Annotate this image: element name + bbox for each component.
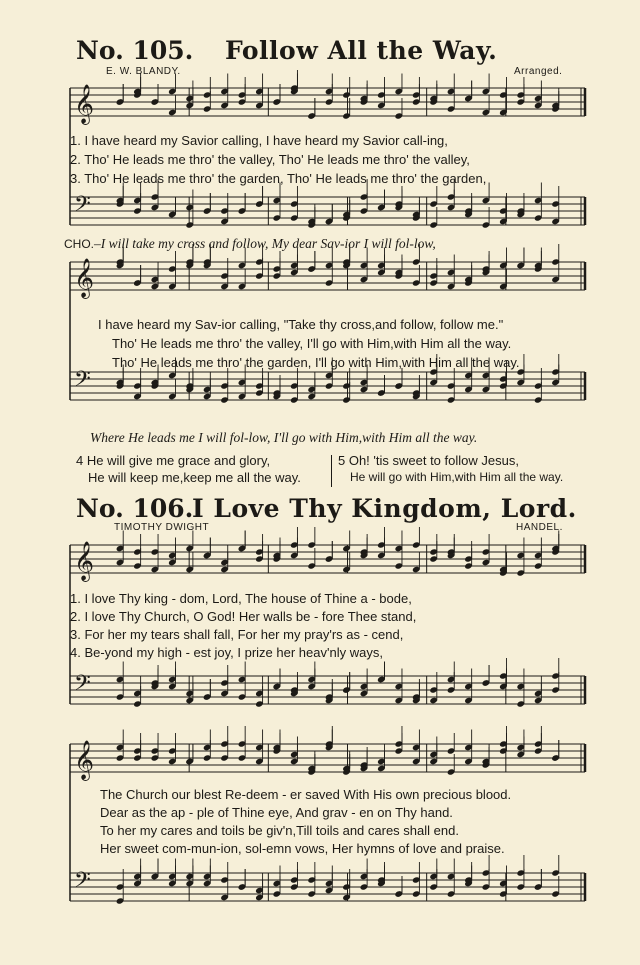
hymn-106-number: No. 106. [76,494,194,523]
hymn-106-verse-2b: Dear as the ap - ple of Thine eye, And grav - en on Thy hand. [100,805,453,820]
treble-clef-icon: 𝄞 [74,740,95,780]
hymn-105-author: E. W. BLANDY. [106,66,181,77]
hymn-105-verse-5-line-2: He will go with Him,with Him all the way. [350,470,564,484]
hymn-106-author: TIMOTHY DWIGHT [114,522,210,533]
treble-clef-icon: 𝄞 [74,258,95,298]
hymn-105-refrain-1: I have heard my Sav-ior calling, "Take thy cross,and follow, follow me." [98,317,504,332]
hymn-105-verse-3: 3. Tho' He leads me thro' the garden, Tho' He leads me thro' the garden, [70,171,487,186]
hymn-105-verse-1: 1. I have heard my Savior calling, I have heard my Savior call-ing, [70,133,448,148]
hymn-105-refrain-2: Tho' He leads me thro' the valley, I'll go with Him,with Him all the way. [112,336,512,351]
hymn-106-title: I Love Thy Kingdom, Lord. [192,494,577,523]
hymn-106-composer: HANDEL. [516,522,563,533]
verse-divider [331,455,332,487]
hymn-105-title: Follow All the Way. [225,36,498,65]
hymn-106-verse-3a: 3. For her my tears shall fall, For her my pray'rs as - cend, [70,627,404,642]
chorus-text-1: –I will take my cross and follow, My dear Sav-ior I will fol-low, [94,236,436,251]
hymn-106-verse-4b: Her sweet com-mun-ion, sol-emn vows, Her hymns of love and praise. [100,841,505,856]
hymn-105-verse-4-line-2: He will keep me,keep me all the way. [88,470,301,485]
hymn-105-arranger: Arranged. [514,66,563,77]
treble-clef-icon: 𝄞 [74,84,95,124]
hymn-105-chorus-line-2: Where He leads me I will fol-low, I'll go with Him,with Him all the way. [90,430,478,445]
hymn-105-number: No. 105. [76,36,194,65]
hymn-106-verse-3b: To her my cares and toils be giv'n,Till toils and cares shall end. [100,823,459,838]
chorus-label: CHO. [64,237,94,251]
staff [70,873,585,901]
hymn-106-verse-1a: 1. I love Thy king - dom, Lord, The house of Thine a - bode, [70,591,412,606]
hymn-105-refrain-3: Tho' He leads me thro' the garden, I'll go with Him,with Him all the way. [112,355,520,370]
hymn-105-verse-5-line-1: 5 Oh! 'tis sweet to follow Jesus, [338,453,519,468]
bass-clef-icon: 𝄢 [74,367,91,397]
hymn-106-verse-1b: The Church our blest Re-deem - er saved With His own precious blood. [100,787,512,802]
hymn-106-verse-2a: 2. I love Thy Church, O God! Her walls be - fore Thee stand, [70,609,417,624]
hymn-106-verse-4a: 4. Be-yond my high - est joy, I prize her heav'nly ways, [70,645,383,660]
bass-clef-icon: 𝄢 [74,868,91,898]
hymn-105-verse-4-line-1: 4 He will give me grace and glory, [76,453,271,468]
hymn-105-chorus-line-1 [64,236,436,252]
hymn-105-verse-2: 2. Tho' He leads me thro' the valley, Tho' He leads me thro' the valley, [70,152,470,167]
bass-clef-icon: 𝄢 [74,192,91,222]
treble-clef-icon: 𝄞 [74,541,95,581]
bass-clef-icon: 𝄢 [74,671,91,701]
